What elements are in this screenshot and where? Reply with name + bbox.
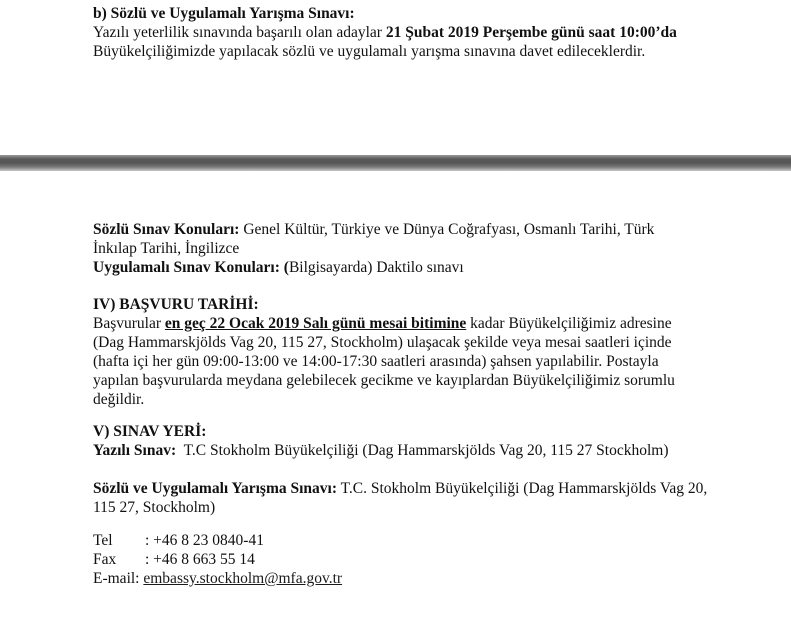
oral-topics-label: Sözlü Sınav Konuları:	[93, 221, 240, 238]
section-iv-heading: IV) BAŞVURU TARİHİ:	[93, 296, 259, 313]
contact-tel	[93, 531, 731, 550]
deadline: en geç 22 Ocak 2019 Salı günü mesai bitimine	[164, 315, 467, 332]
practical-topics: Uygulamalı Sınav Konuları: (Bilgisayarda) Daktilo sınavı	[93, 259, 464, 276]
section-v	[93, 422, 711, 517]
written-exam-location: Yazılı Sınav: T.C Stokholm Büyükelçiliği (Dag Hammarskjölds Vag 20, 115 27 Stockholm)	[93, 442, 669, 459]
section-b	[93, 4, 711, 61]
email-label: E-mail:	[93, 570, 144, 587]
page-separator	[0, 155, 791, 171]
fax-value: : +46 8 663 55 14	[145, 551, 255, 568]
section-iv	[93, 295, 699, 409]
section-iv-text: Başvurular en geç 22 Ocak 2019 Salı günü mesai bitimine kadar Büyükelçiliğimiz adresine (Dag Hammarskjölds Vag 20, 115 27, Stockholm) ulaşacak şekilde veya mesai saatleri içinde (hafta içi her gün 09:00-13:00 ve 14:00-17:30 saatleri arasında) şahsen yapılabilir. Postayla yapılan başvurularda meydana gelebilecek gecikme ve kayıplardan Büyükelçiliğimiz sorumlu değildir.	[93, 315, 675, 408]
tel-label: Tel	[93, 532, 113, 549]
oral-topics: Sözlü Sınav Konuları: Genel Kültür, Türkiye ve Dünya Coğrafyası, Osmanlı Tarihi, Türk İnkılap Tarihi, İngilizce	[93, 221, 655, 257]
contact-email	[93, 569, 731, 588]
contact	[93, 531, 731, 588]
section-b-line2: Büyükelçiliğimizde yapılacak sözlü ve uygulamalı yarışma sınavına davet edileceklerdir.	[93, 43, 646, 60]
practical-topics-label: Uygulamalı Sınav Konuları:	[93, 259, 280, 276]
exam-topics	[93, 220, 691, 277]
oral-exam-label: Sözlü ve Uygulamalı Yarışma Sınavı:	[93, 480, 337, 497]
exam-date: 21 Şubat 2019 Perşembe günü saat 10:00’da	[385, 24, 677, 41]
section-v-heading: V) SINAV YERİ:	[93, 423, 207, 440]
contact-fax	[93, 550, 731, 569]
email-link[interactable]: embassy.stockholm@mfa.gov.tr	[143, 570, 343, 587]
section-b-heading: b) Sözlü ve Uygulamalı Yarışma Sınavı:	[93, 5, 355, 22]
oral-exam-location: Sözlü ve Uygulamalı Yarışma Sınavı: T.C. Stokholm Büyükelçiliği (Dag Hammarskjölds Vag 20, 115 27, Stockholm)	[93, 480, 708, 516]
section-b-line1: Yazılı yeterlilik sınavında başarılı olan adaylar 21 Şubat 2019 Perşembe günü saat 10:00’da	[93, 24, 677, 41]
tel-value: : +46 8 23 0840-41	[145, 532, 264, 549]
fax-label: Fax	[93, 551, 117, 568]
written-exam-label: Yazılı Sınav:	[93, 442, 177, 459]
